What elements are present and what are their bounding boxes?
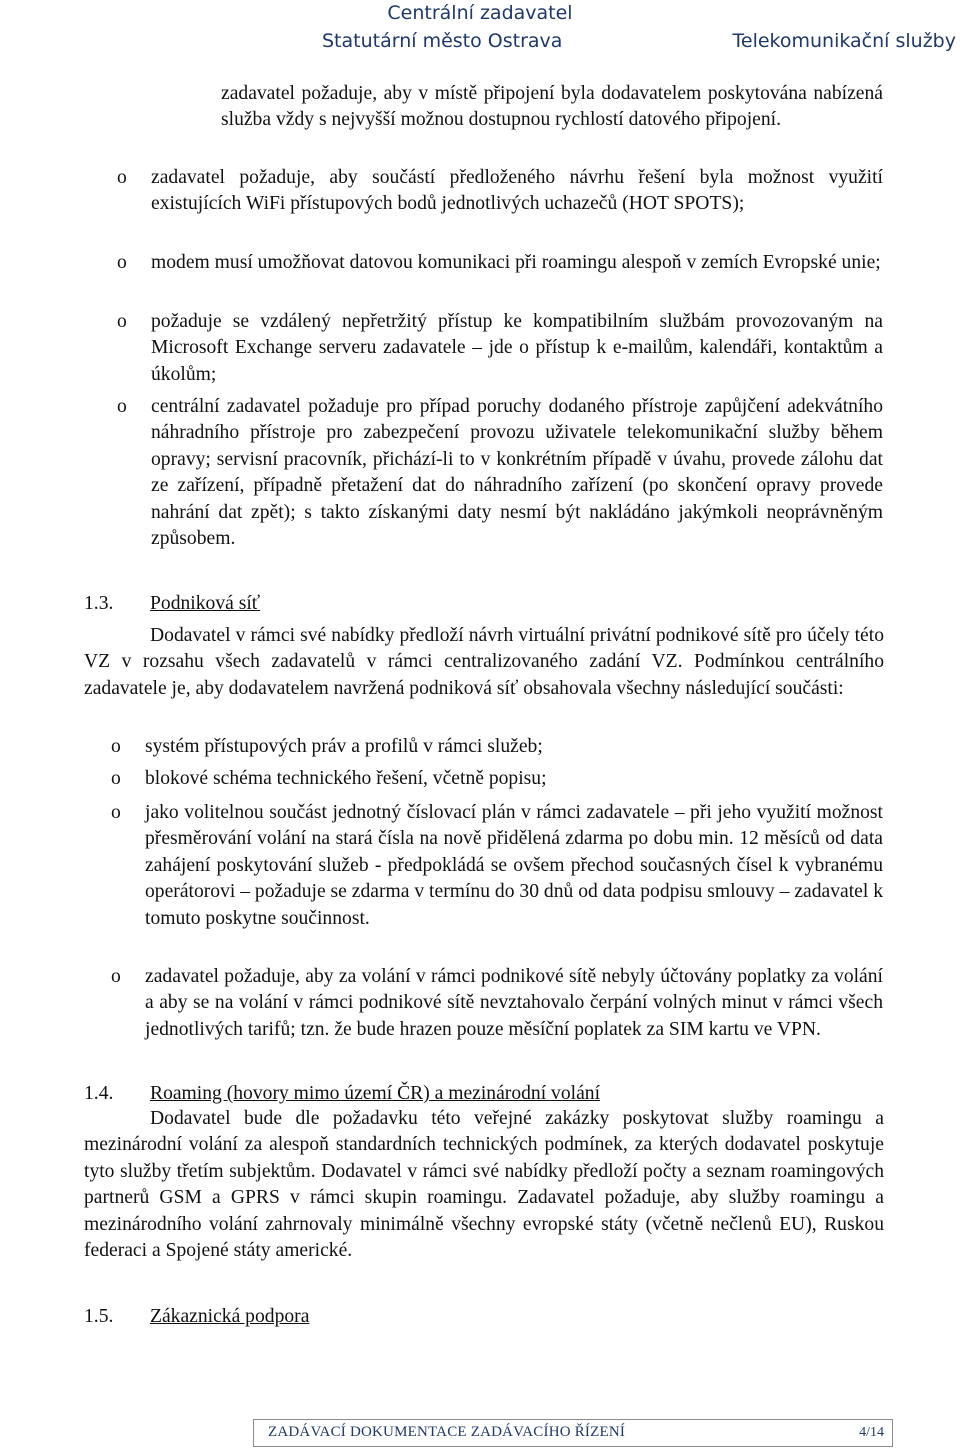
list-item-text: blokové schéma technického řešení, včetně popisu; [145,768,547,789]
header-organization: Statutární město Ostrava [322,30,563,52]
section-number: 1.5. [84,1306,114,1327]
list-bullet: o [111,736,121,757]
footer-title: ZADÁVACÍ DOKUMENTACE ZADÁVACÍHO ŘÍZENÍ [268,1424,626,1440]
page-number: 4/14 [859,1425,884,1440]
section-title: Zákaznická podpora [150,1306,310,1327]
list-item-text: zadavatel požaduje, aby v místě připojení byla dodavatelem poskytována nabízená služba vždy s nejvyšší možnou dostupnou rychlostí datového připojení. [221,83,883,131]
list-bullet: o [117,252,127,273]
section-number: 1.4. [84,1083,114,1104]
list-bullet: o [111,966,121,987]
list-item-text: modem musí umožňovat datovou komunikaci při roamingu alespoň v zemích Evropské unie; [151,252,881,273]
list-bullet: o [111,768,121,789]
list-item-text: zadavatel požaduje, aby za volání v rámci podnikové sítě nebyly účtovány poplatky za volání a aby se na volání v rámci podnikové sítě nevztahovalo čerpání volných minut v rámci všech jednotlivých tarifů; tzn. že bude hrazen pouze měsíční poplatek za SIM kartu ve VPN. [145,966,883,1040]
header-subject: Telekomunikační služby [732,30,956,52]
list-item-text: systém přístupových práv a profilů v rámci služeb; [145,736,543,757]
page-footer [253,1419,893,1447]
list-bullet: o [111,802,121,823]
header-title: Centrální zadavatel [387,2,573,24]
list-item-text: centrální zadavatel požaduje pro případ poruchy dodaného přístroje zapůjčení adekvátního náhradního přístroje pro zabezpečení provozu uživatele telekomunikační služby během opravy; servisní pracovník, přichází-li to v konkrétním případě v úvahu, provede zálohu dat ze zařízení, případně přetažení dat do náhradního zařízení (po skončení opravy provede nahrání dat zpět); s takto získanými daty nesmí být nakládáno jakýmkoli neoprávněným způsobem. [151,396,883,550]
list-bullet: o [117,396,127,417]
section-number: 1.3. [84,593,114,614]
list-item-text: požaduje se vzdálený nepřetržitý přístup ke kompatibilním službám provozovaným na Microsoft Exchange serveru zadavatele – jde o přístup k e-mailům, kalendáři, kontaktům a úkolům; [151,311,883,385]
section-paragraph: Dodavatel v rámci své nabídky předloží návrh virtuální privátní podnikové sítě pro účely této VZ v rozsahu všech zadavatelů v rámci centralizovaného zadání VZ. Podmínkou centrálního zadavatele je, aby dodavatelem navržená podniková síť obsahovala všechny následující součásti: [84,625,884,699]
section-title: Podniková síť [150,593,261,614]
section-title: Roaming (hovory mimo území ČR) a mezinárodní volání [150,1083,601,1104]
list-bullet: o [117,311,127,332]
list-bullet: o [117,167,127,188]
section-paragraph: Dodavatel bude dle požadavku této veřejné zakázky poskytovat služby roamingu a mezinárodní volání za alespoň standardních technických podmínek, za kterých dodavatel poskytuje tyto služby třetím subjektům. Dodavatel v rámci své nabídky předloží počty a seznam roamingových partnerů GSM a GPRS v rámci skupin roamingu. Zadavatel požaduje, aby služby roamingu a mezinárodního volání zahrnovaly minimálně všechny evropské státy (včetně nečlenů EU), Ruskou federaci a Spojené státy americké. [84,1108,884,1262]
list-item-text: zadavatel požaduje, aby součástí předloženého návrhu řešení byla možnost využití existujících WiFi přístupových bodů jednotlivých uchazečů (HOT SPOTS); [151,167,883,215]
list-item-text: jako volitelnou součást jednotný číslovací plán v rámci zadavatele – při jeho využití možnost přesměrování volání na stará čísla na nově přidělená zdarma po dobu min. 12 měsíců od data zahájení poskytování služeb - předpokládá se ovšem přechod současných čísel k vybranému operátorovi – požaduje se zdarma v termínu do 30 dnů od data podpisu smlouvy – zadavatel k tomuto poskytne součinnost. [145,802,883,929]
